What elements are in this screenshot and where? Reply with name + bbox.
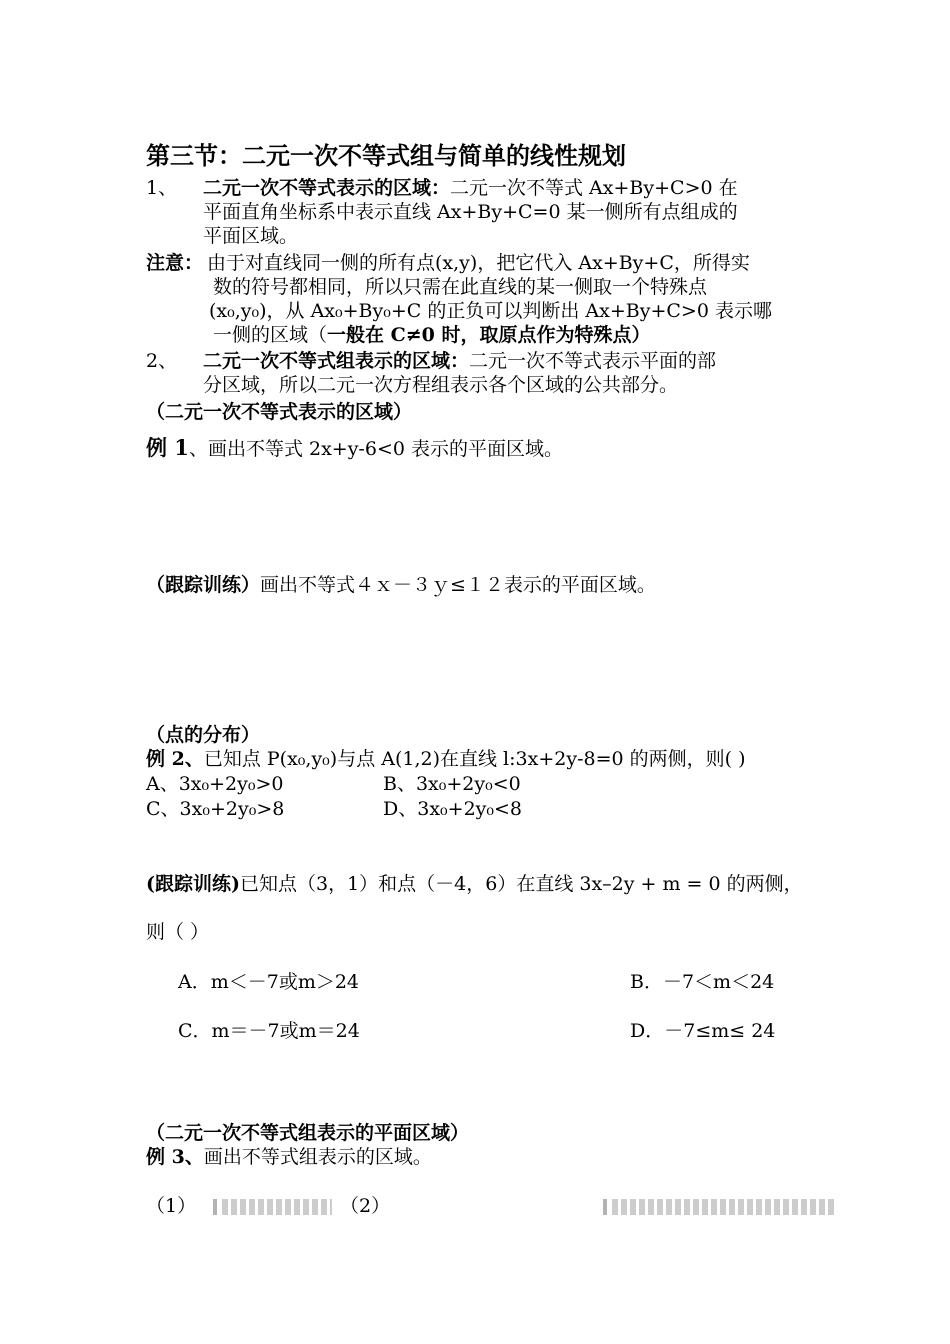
section-1-line-3: 平面区域。 — [203, 225, 299, 247]
example-3-formula-2-image — [603, 1196, 839, 1216]
section-2-text-1: 二元一次不等式表示平面的部 — [469, 350, 717, 372]
subsection-3-heading: （二元一次不等式组表示的平面区域） — [146, 1122, 470, 1144]
example-2-option-c: C、3x₀+2y₀>8 — [146, 798, 285, 820]
example-2-text: 已知点 P(x₀,y₀)与点 A(1,2)在直线 l:3x+2y-8=0 的两侧，则( ) — [203, 748, 746, 770]
note-line-3: (x₀,y₀)，从 Ax₀+By₀+C 的正负可以判断出 Ax+By+C>0 表示哪 — [209, 300, 772, 322]
tracking-1 — [146, 573, 656, 597]
page-title: 第三节：二元一次不等式组与简单的线性规划 — [146, 142, 626, 170]
subsection-1-heading: （二元一次不等式表示的区域） — [146, 401, 413, 423]
note-line-1: 由于对直线同一侧的所有点(x,y)，把它代入 Ax+By+C，所得实 — [207, 252, 750, 274]
tracking-2-option-d: D．－7≤m≤ 24 — [630, 1020, 776, 1042]
example-1 — [146, 436, 563, 461]
section-1-line-2: 平面直角坐标系中表示直线 Ax+By+C=0 某一侧所有点组成的 — [203, 201, 738, 223]
section-1-text-1: 二元一次不等式 Ax+By+C>0 在 — [450, 177, 738, 199]
tracking-2 — [146, 872, 803, 896]
example-2 — [146, 747, 746, 771]
example-2-option-d: D、3x₀+2y₀<8 — [383, 798, 523, 820]
example-3 — [146, 1145, 432, 1169]
section-1-heading: 二元一次不等式表示的区域： — [203, 177, 451, 199]
example-3-formula-1-image — [213, 1196, 338, 1216]
note-line-4 — [213, 323, 651, 347]
section-2-line-1 — [203, 349, 716, 373]
example-3-text: 画出不等式组表示的区域。 — [203, 1146, 432, 1168]
section-2-number: 2、 — [146, 350, 178, 372]
example-3-label: 例 3、 — [146, 1146, 204, 1168]
example-2-label: 例 2、 — [146, 748, 204, 770]
section-2-heading: 二元一次不等式组表示的区域： — [203, 350, 470, 372]
tracking-1-label: （跟踪训练） — [146, 574, 261, 596]
note-line-2: 数的符号都相同，所以只需在此直线的某一侧取一个特殊点 — [213, 276, 708, 298]
tracking-2-then: 则（ ） — [146, 921, 210, 943]
example-1-label: 例 1 — [146, 435, 189, 460]
example-2-option-a: A、3x₀+2y₀>0 — [146, 773, 284, 795]
note-label: 注意： — [146, 252, 204, 274]
example-1-text: 、画出不等式 2x+y-6<0 表示的平面区域。 — [188, 438, 563, 460]
section-1-number: 1、 — [146, 177, 178, 199]
section-1-line-1 — [203, 176, 738, 200]
note-line-4-text: 一侧的区域（ — [213, 324, 328, 346]
subsection-2-heading: （点的分布） — [146, 724, 261, 746]
example-2-option-b: B、3x₀+2y₀<0 — [383, 773, 521, 795]
tracking-2-text: 已知点（3，1）和点（－4，6）在直线 3x–2y + m = 0 的两侧， — [239, 873, 803, 895]
tracking-1-text: 画出不等式４ｘ－３ｙ≤１２表示的平面区域。 — [260, 574, 656, 596]
example-3-part-2: （2） — [340, 1195, 391, 1217]
tracking-2-option-b: B．－7＜m＜24 — [630, 971, 775, 993]
tracking-2-option-c: C．m＝－7或m＝24 — [178, 1020, 360, 1042]
section-2-line-2: 分区域，所以二元一次方程组表示各个区域的公共部分。 — [203, 374, 679, 396]
note-line-4-bold: 一般在 C≠0 时，取原点作为特殊点） — [327, 324, 651, 346]
tracking-2-label: (跟踪训练) — [146, 873, 240, 895]
tracking-2-option-a: A．m＜－7或m＞24 — [178, 971, 360, 993]
example-3-part-1: （1） — [146, 1195, 197, 1217]
